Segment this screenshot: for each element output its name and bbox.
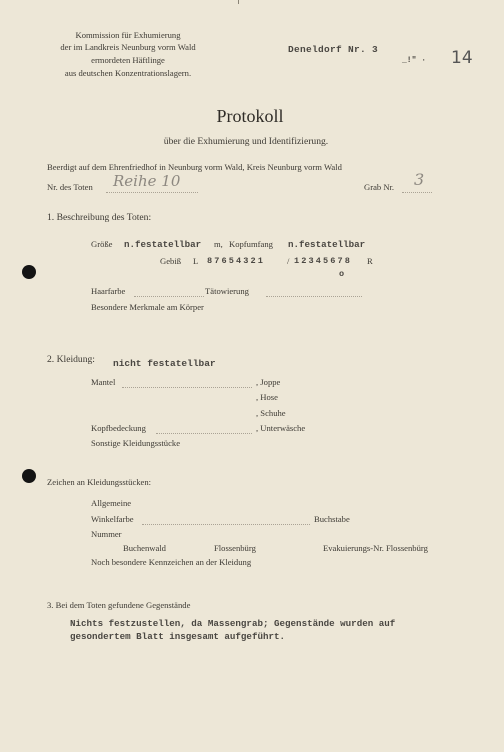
commission-line-1: Kommission für Exhumierung bbox=[75, 30, 181, 40]
found-items-line-1: Nichts festzustellen, da Massengrab; Gegenstände wurden auf bbox=[70, 618, 396, 629]
headwear-label: Kopfbedeckung bbox=[91, 423, 146, 433]
section3-heading: 3. Bei dem Toten gefundene Gegenstände bbox=[47, 600, 191, 610]
found-items-line-2: gesondertem Blatt insgesamt aufgeführt. bbox=[70, 631, 286, 642]
page-title: Protokoll bbox=[216, 106, 284, 126]
evacuation-number-label: Evakuierungs-Nr. Flossenbürg bbox=[323, 543, 428, 553]
teeth-right-side: R bbox=[367, 256, 373, 266]
section1-heading: 1. Beschreibung des Toten: bbox=[47, 212, 152, 223]
teeth-left-side: L bbox=[193, 256, 199, 266]
height-label: Größe bbox=[91, 239, 113, 249]
head-circumference-value: n.festatellbar bbox=[288, 239, 366, 250]
other-clothing-label: Sonstige Kleidungsstücke bbox=[91, 438, 181, 448]
height-unit: m, bbox=[214, 239, 223, 249]
grave-value: 3 bbox=[414, 170, 425, 189]
jacket-label: , Joppe bbox=[256, 377, 281, 387]
flossenburg-label: Flossenbürg bbox=[214, 543, 256, 553]
commission-line-3: ermordeten Häftlinge bbox=[91, 55, 165, 65]
hair-color-label: Haarfarbe bbox=[91, 286, 126, 296]
page-subtitle: über die Exhumierung und Identifizierung. bbox=[163, 136, 329, 147]
teeth-label: Gebiß bbox=[160, 256, 182, 266]
typed-mark: _!" · bbox=[402, 56, 427, 65]
tattoo-label: Tätowierung bbox=[205, 286, 249, 296]
page-number: 14 bbox=[451, 48, 473, 68]
section2-heading: 2. Kleidung: bbox=[47, 354, 95, 365]
height-value: n.festatellbar bbox=[124, 239, 202, 250]
teeth-upper-right: 12345678 bbox=[294, 256, 353, 266]
trousers-label: , Hose bbox=[256, 392, 278, 402]
dead-number-value: Reihe 10 bbox=[113, 172, 181, 190]
coat-label: Mantel bbox=[91, 377, 116, 387]
number-label: Nummer bbox=[91, 529, 122, 539]
body-marks-label: Besondere Merkmale am Körper bbox=[91, 302, 204, 312]
teeth-separator: / bbox=[287, 256, 290, 266]
clothing-value: nicht festatellbar bbox=[113, 358, 216, 369]
shoes-label: , Schuhe bbox=[256, 408, 286, 418]
typed-location: Deneldorf Nr. 3 bbox=[288, 44, 379, 55]
underwear-label: , Unterwäsche bbox=[256, 423, 306, 433]
other-marks-label: Noch besondere Kennzeichen an der Kleidung bbox=[91, 557, 252, 567]
buchenwald-label: Buchenwald bbox=[123, 543, 166, 553]
punch-hole-bottom bbox=[22, 469, 36, 483]
head-circumference-label: Kopfumfang bbox=[229, 239, 273, 249]
teeth-mark: o bbox=[339, 269, 345, 279]
punch-hole-top bbox=[22, 265, 36, 279]
letter-label: Buchstabe bbox=[314, 514, 350, 524]
top-edge-mark bbox=[238, 0, 239, 4]
clothing-signs-heading: Zeichen an Kleidungsstücken: bbox=[47, 477, 152, 487]
grave-label: Grab Nr. bbox=[364, 182, 395, 192]
commission-line-2: der im Landkreis Neunburg vorm Wald bbox=[60, 42, 196, 52]
commission-line-4: aus deutschen Konzentrationslagern. bbox=[64, 68, 192, 78]
burial-place: Beerdigt auf dem Ehrenfriedhof in Neunburg vorm Wald, Kreis Neunburg vorm Wald bbox=[47, 162, 342, 172]
angle-color-label: Winkelfarbe bbox=[91, 514, 134, 524]
general-label: Allgemeine bbox=[91, 498, 132, 508]
teeth-upper-left: 87654321 bbox=[207, 256, 266, 266]
dead-number-label: Nr. des Toten bbox=[47, 182, 93, 192]
